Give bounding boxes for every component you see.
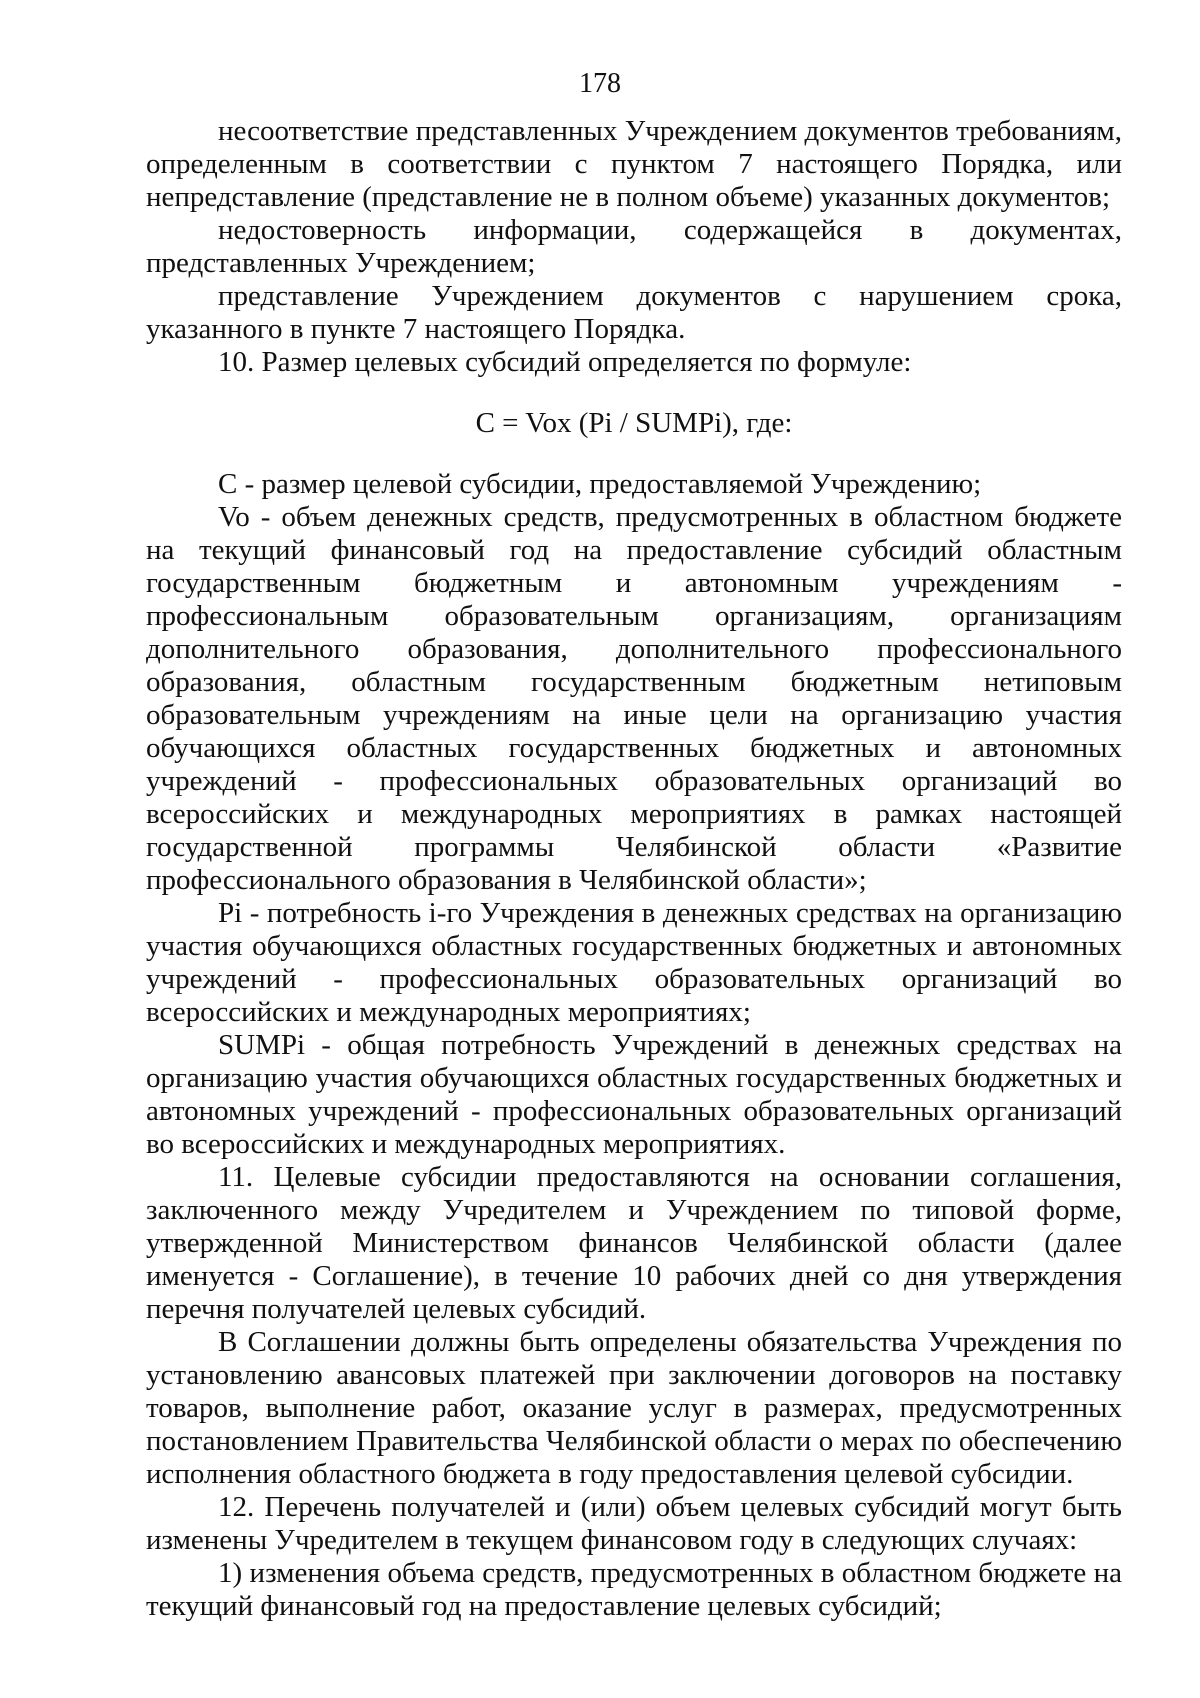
paragraph-deadline-violation: представление Учреждением документов с нарушением срока, указанного в пункте 7 настоящего Порядка.: [146, 280, 1122, 345]
subsidy-formula: C = Vox (Pi / SUMPi), где:: [475, 407, 793, 439]
paragraph-item-11: 11. Целевые субсидии предоставляются на основании соглашения, заключенного между Учредителем и Учреждением по типовой форме, утвержденной Министерством финансов Челябинской области (далее именуется - Соглашение), в течение 10 рабочих дней со дня утверждения перечня получателей целевых субсидий.: [146, 1161, 1122, 1325]
definition-pi: Pi - потребность i-го Учреждения в денежных средствах на организацию участия обучающихся областных государственных бюджетных и автономных учреждений - профессиональных образовательных организаций во всероссийских и международных мероприятиях;: [146, 897, 1122, 1028]
page-number: 178: [579, 68, 621, 99]
definition-c: C - размер целевой субсидии, предоставляемой Учреждению;: [218, 468, 982, 500]
paragraph-agreement-obligations: В Соглашении должны быть определены обязательства Учреждения по установлению авансовых платежей при заключении договоров на поставку товаров, выполнение работ, оказание услуг в размерах, предусмотренных постановлением Правительства Челябинской области о мерах по обеспечению исполнения областного бюджета в году предоставления целевой субсидии.: [146, 1326, 1122, 1490]
paragraph-subitem-1: 1) изменения объема средств, предусмотренных в областном бюджете на текущий финансовый год на предоставление целевых субсидий;: [146, 1557, 1122, 1622]
paragraph-item-12: 12. Перечень получателей и (или) объем целевых субсидий могут быть изменены Учредителем в текущем финансовом году в следующих случаях:: [146, 1491, 1122, 1556]
document-body: [146, 115, 1122, 1623]
definition-vo: Vo - объем денежных средств, предусмотренных в областном бюджете на текущий финансовый год на предоставление субсидий областным государственным бюджетным и автономным учреждениям - профессиональным образовательным организациям, организациям дополнительного образования, дополнительного профессионального образования, областным государственным бюджетным нетиповым образовательным учреждениям на иные цели на организацию участия обучающихся областных государственных бюджетных и автономных учреждений - профессиональных образовательных организаций во всероссийских и международных мероприятиях в рамках настоящей государственной программы Челябинской области «Развитие профессионального образования в Челябинской области»;: [146, 501, 1122, 896]
paragraph-unreliable-info: недостоверность информации, содержащейся в документах, представленных Учреждением;: [146, 214, 1122, 279]
definition-sumpi: SUMPi - общая потребность Учреждений в денежных средствах на организацию участия обучающихся областных государственных бюджетных и автономных учреждений - профессиональных образовательных организаций во всероссийских и международных мероприятиях.: [146, 1029, 1122, 1160]
paragraph-item-10: 10. Размер целевых субсидий определяется по формуле:: [218, 346, 912, 378]
paragraph-noncompliance: несоответствие представленных Учреждением документов требованиям, определенным в соответствии с пунктом 7 настоящего Порядка, или непредставление (представление не в полном объеме) указанных документов;: [146, 115, 1122, 213]
